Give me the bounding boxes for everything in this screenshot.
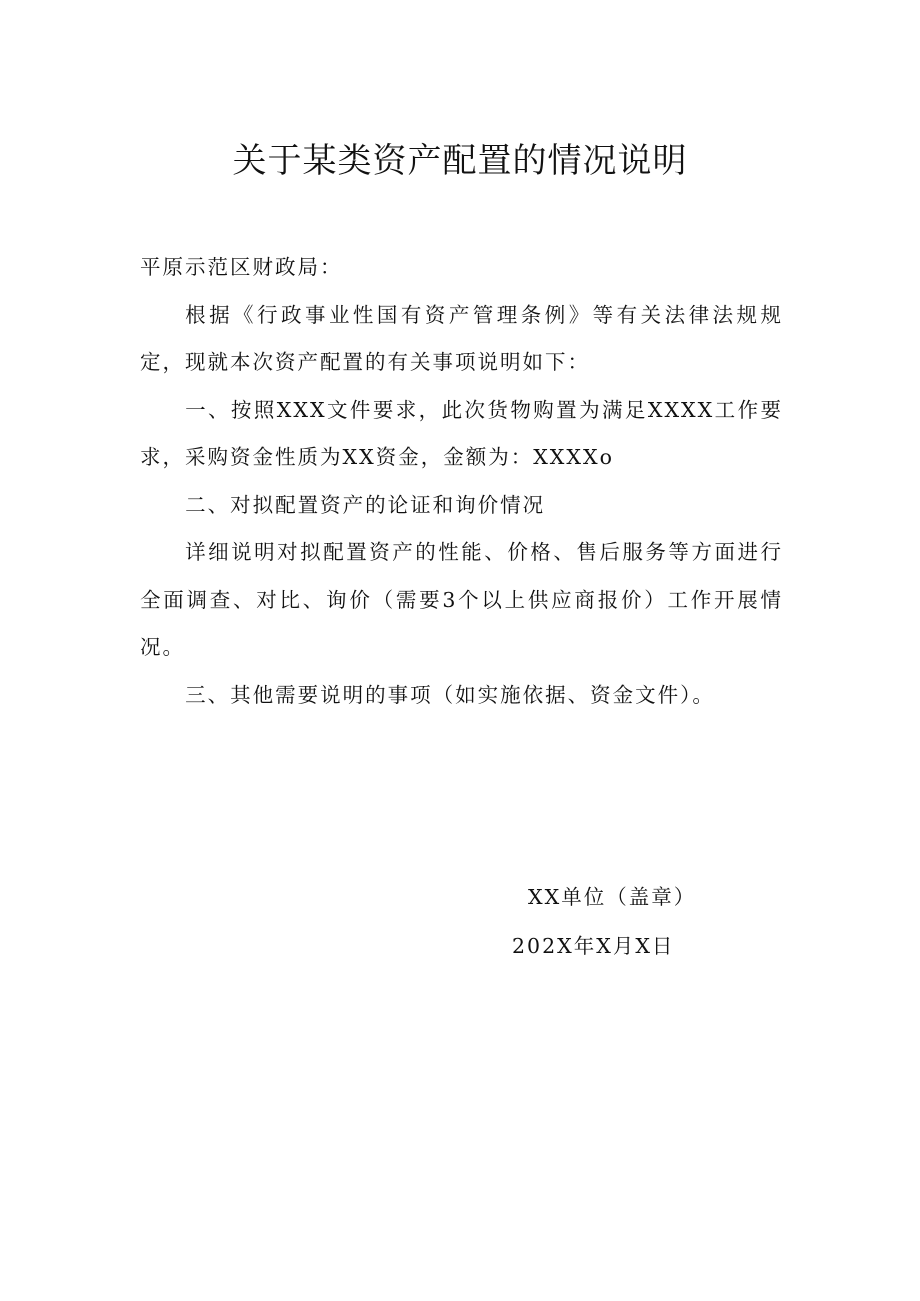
recipient-line: 平原示范区财政局：: [140, 255, 343, 279]
signature-block: [500, 873, 720, 971]
document-body: [140, 244, 783, 719]
section-three-paragraph: 三、其他需要说明的事项（如实施依据、资金文件）。: [185, 682, 715, 707]
section-two-detail-paragraph: 详细说明对拟配置资产的性能、价格、售后服务等方面进行全面调查、对比、询价（需要3个以上供应商报价）工作开展情况。: [140, 540, 783, 659]
section-one-paragraph: 一、按照XXX文件要求，此次货物购置为满足XXXX工作要求，采购资金性质为XX资金，金额为：XXXXo: [140, 397, 783, 469]
signature-unit: XX单位（盖章）: [528, 885, 697, 909]
document-title: 关于某类资产配置的情况说明: [232, 141, 688, 181]
signature-date: 202X年X月X日: [512, 934, 675, 958]
section-two-heading: 二、对拟配置资产的论证和询价情况: [185, 492, 546, 517]
intro-paragraph: 根据《行政事业性国有资产管理条例》等有关法律法规规定，现就本次资产配置的有关事项说明如下：: [140, 302, 783, 374]
